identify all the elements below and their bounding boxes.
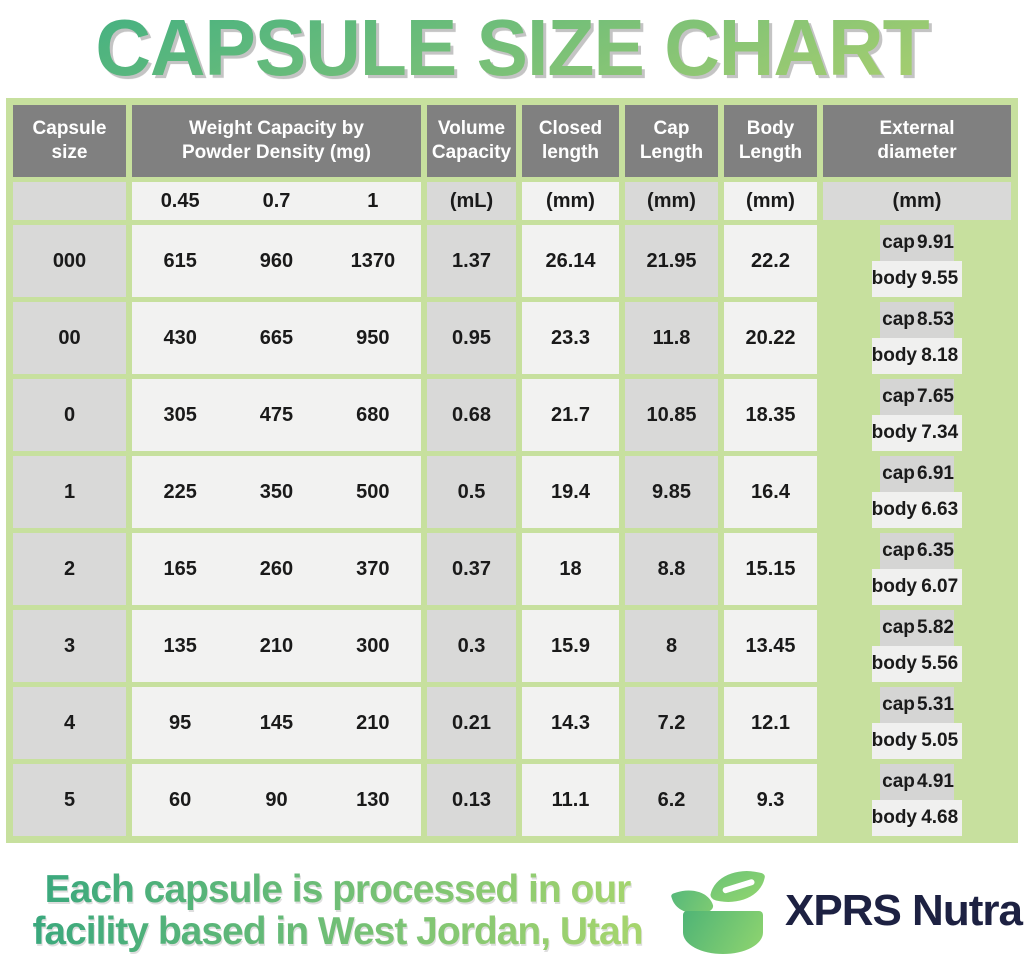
external-cap-value: 9.91 bbox=[917, 232, 954, 254]
table-row bbox=[13, 456, 1011, 528]
external-body-label: body bbox=[871, 807, 917, 829]
body-length-value: 12.1 bbox=[751, 711, 790, 734]
external-cap-subrow bbox=[880, 533, 954, 569]
weight-density-1-value: 680 bbox=[356, 403, 390, 426]
volume-value: 0.3 bbox=[457, 634, 486, 657]
body-length-value: 9.3 bbox=[756, 788, 785, 811]
external-diameter-cell bbox=[823, 302, 1011, 374]
capsule-size-cell bbox=[13, 610, 126, 682]
cap-length-value: 6.2 bbox=[657, 788, 686, 811]
weight-density-07-value: 145 bbox=[259, 711, 294, 734]
external-body-subrow bbox=[872, 492, 963, 528]
weight-density-1-value: 370 bbox=[356, 557, 390, 580]
tagline-line-1: Each capsule is processed in our bbox=[44, 867, 631, 911]
external-cap-label: cap bbox=[882, 771, 915, 793]
external-cap-subrow bbox=[880, 302, 954, 338]
facility-tagline bbox=[10, 869, 665, 953]
brand-block bbox=[673, 865, 1022, 957]
col-header-label: Capacity bbox=[431, 142, 512, 163]
mortar-bowl-icon bbox=[683, 911, 763, 954]
capsule-size-cell bbox=[13, 302, 126, 374]
closed-length-value: 11.1 bbox=[551, 788, 590, 811]
external-diameter-cell bbox=[823, 225, 1011, 297]
external-body-value: 8.18 bbox=[921, 345, 959, 367]
capsule-size-value: 3 bbox=[63, 634, 76, 657]
xprs-nutra-logo bbox=[673, 865, 775, 957]
table-row bbox=[13, 764, 1011, 836]
weight-density-1-value: 210 bbox=[356, 711, 390, 734]
volume-capacity-cell bbox=[427, 764, 516, 836]
capsule-size-value: 1 bbox=[63, 480, 76, 503]
volume-value: 0.13 bbox=[452, 788, 491, 811]
external-body-value: 4.68 bbox=[921, 807, 959, 829]
volume-capacity-cell bbox=[427, 533, 516, 605]
units-external-cell: (mm) bbox=[823, 182, 1011, 220]
external-cap-label: cap bbox=[882, 463, 915, 485]
col-header-label: External bbox=[879, 118, 955, 140]
volume-capacity-cell bbox=[427, 379, 516, 451]
table-row bbox=[13, 379, 1011, 451]
body-length-cell bbox=[724, 610, 817, 682]
col-header-label: Length bbox=[639, 142, 704, 163]
external-cap-value: 6.35 bbox=[917, 540, 954, 562]
units-closed-cell: (mm) bbox=[522, 182, 619, 220]
table-row bbox=[13, 533, 1011, 605]
brand-name: XPRS Nutra bbox=[785, 886, 1022, 935]
external-body-label: body bbox=[871, 499, 917, 521]
col-header-label: Volume bbox=[437, 118, 506, 140]
volume-capacity-cell bbox=[427, 610, 516, 682]
weight-capacity-cell bbox=[132, 302, 421, 374]
capsule-size-cell bbox=[13, 225, 126, 297]
density-value: 0.45 bbox=[160, 189, 200, 212]
weight-capacity-cell bbox=[132, 533, 421, 605]
col-header-label: Closed bbox=[538, 118, 603, 140]
cap-length-value: 7.2 bbox=[657, 711, 686, 734]
body-length-cell bbox=[724, 456, 817, 528]
closed-length-cell bbox=[522, 225, 619, 297]
external-diameter-cell bbox=[823, 379, 1011, 451]
external-body-label: body bbox=[871, 345, 917, 367]
table-row bbox=[13, 687, 1011, 759]
closed-length-value: 18 bbox=[559, 557, 582, 580]
volume-value: 1.37 bbox=[452, 249, 491, 272]
cap-length-cell bbox=[625, 456, 718, 528]
volume-capacity-cell bbox=[427, 225, 516, 297]
units-capsule-size-cell bbox=[13, 182, 126, 220]
cap-length-value: 8 bbox=[665, 634, 678, 657]
col-header-body-length bbox=[724, 105, 817, 177]
weight-density-1-value: 130 bbox=[356, 788, 390, 811]
col-header-label: diameter bbox=[877, 142, 957, 163]
external-body-value: 5.56 bbox=[921, 653, 959, 675]
closed-length-value: 15.9 bbox=[551, 634, 590, 657]
units-weight-densities-cell bbox=[132, 182, 421, 220]
capsule-size-cell bbox=[13, 456, 126, 528]
external-cap-value: 5.31 bbox=[917, 694, 954, 716]
volume-capacity-cell bbox=[427, 456, 516, 528]
weight-density-1-value: 950 bbox=[356, 326, 390, 349]
closed-length-value: 19.4 bbox=[551, 480, 590, 503]
weight-capacity-cell bbox=[132, 610, 421, 682]
external-diameter-cell bbox=[823, 610, 1011, 682]
external-diameter-cell bbox=[823, 533, 1011, 605]
external-cap-value: 8.53 bbox=[917, 309, 954, 331]
external-cap-label: cap bbox=[882, 386, 915, 408]
closed-length-cell bbox=[522, 456, 619, 528]
external-cap-value: 5.82 bbox=[917, 617, 954, 639]
volume-capacity-cell bbox=[427, 687, 516, 759]
external-body-label: body bbox=[871, 653, 917, 675]
external-diameter-cell bbox=[823, 764, 1011, 836]
weight-density-07-value: 350 bbox=[259, 480, 294, 503]
external-cap-subrow bbox=[880, 687, 954, 723]
closed-length-cell bbox=[522, 379, 619, 451]
cap-length-cell bbox=[625, 764, 718, 836]
external-body-subrow bbox=[872, 261, 963, 297]
body-length-value: 20.22 bbox=[745, 326, 796, 349]
cap-length-value: 9.85 bbox=[652, 480, 691, 503]
capsule-size-cell bbox=[13, 687, 126, 759]
body-length-cell bbox=[724, 379, 817, 451]
capsule-size-value: 0 bbox=[63, 403, 76, 426]
capsule-size-value: 2 bbox=[63, 557, 76, 580]
weight-density-045-value: 615 bbox=[163, 249, 197, 272]
cap-length-cell bbox=[625, 379, 718, 451]
external-body-label: body bbox=[871, 268, 917, 290]
external-body-value: 7.34 bbox=[921, 422, 959, 444]
external-body-subrow bbox=[872, 338, 963, 374]
external-cap-subrow bbox=[880, 379, 954, 415]
external-cap-value: 7.65 bbox=[917, 386, 954, 408]
capsule-size-cell bbox=[13, 533, 126, 605]
leaf-icon bbox=[709, 863, 765, 910]
units-volume-cell: (mL) bbox=[427, 182, 516, 220]
col-header-cap-length bbox=[625, 105, 718, 177]
units-body-cell: (mm) bbox=[724, 182, 817, 220]
closed-length-value: 14.3 bbox=[551, 711, 590, 734]
cap-length-cell bbox=[625, 687, 718, 759]
external-cap-subrow bbox=[880, 764, 954, 800]
closed-length-cell bbox=[522, 764, 619, 836]
external-cap-subrow bbox=[880, 610, 954, 646]
capsule-size-value: 00 bbox=[58, 326, 81, 349]
external-body-subrow bbox=[872, 723, 963, 759]
external-cap-subrow bbox=[880, 456, 954, 492]
col-header-volume-capacity bbox=[427, 105, 516, 177]
body-length-cell bbox=[724, 687, 817, 759]
tagline-line-2: facility based in West Jordan, Utah bbox=[32, 910, 643, 953]
body-length-cell bbox=[724, 533, 817, 605]
table-row bbox=[13, 610, 1011, 682]
external-body-subrow bbox=[872, 569, 963, 605]
weight-density-1-value: 500 bbox=[356, 480, 390, 503]
table-units-row bbox=[13, 182, 1011, 220]
external-body-label: body bbox=[871, 422, 917, 444]
weight-capacity-cell bbox=[132, 687, 421, 759]
weight-density-07-value: 960 bbox=[259, 249, 294, 272]
weight-density-045-value: 165 bbox=[163, 557, 197, 580]
external-cap-label: cap bbox=[882, 309, 915, 331]
external-cap-subrow bbox=[880, 225, 954, 261]
body-length-cell bbox=[724, 764, 817, 836]
weight-density-07-value: 210 bbox=[259, 634, 294, 657]
body-length-value: 22.2 bbox=[751, 249, 790, 272]
volume-value: 0.95 bbox=[452, 326, 491, 349]
col-header-weight-capacity bbox=[132, 105, 421, 177]
capsule-size-value: 4 bbox=[63, 711, 76, 734]
volume-value: 0.68 bbox=[452, 403, 491, 426]
col-header-label: Powder Density (mg) bbox=[182, 142, 371, 163]
external-body-subrow bbox=[872, 646, 963, 682]
density-value: 0.7 bbox=[262, 189, 291, 212]
table-row bbox=[13, 302, 1011, 374]
external-cap-label: cap bbox=[882, 694, 915, 716]
closed-length-cell bbox=[522, 610, 619, 682]
external-diameter-cell bbox=[823, 456, 1011, 528]
weight-density-045-value: 60 bbox=[169, 788, 192, 811]
closed-length-cell bbox=[522, 302, 619, 374]
cap-length-cell bbox=[625, 610, 718, 682]
volume-value: 0.5 bbox=[457, 480, 486, 503]
footer bbox=[0, 865, 1024, 957]
weight-density-07-value: 260 bbox=[259, 557, 294, 580]
closed-length-value: 26.14 bbox=[545, 249, 596, 272]
table-header-row bbox=[13, 105, 1011, 177]
external-body-label: body bbox=[871, 576, 917, 598]
weight-density-1-value: 1370 bbox=[350, 249, 396, 272]
capsule-size-cell bbox=[13, 764, 126, 836]
capsule-size-value: 5 bbox=[63, 788, 76, 811]
closed-length-cell bbox=[522, 533, 619, 605]
weight-density-045-value: 135 bbox=[163, 634, 197, 657]
cap-length-cell bbox=[625, 225, 718, 297]
closed-length-value: 21.7 bbox=[551, 403, 590, 426]
table-row bbox=[13, 225, 1011, 297]
capsule-size-cell bbox=[13, 379, 126, 451]
cap-length-value: 11.8 bbox=[652, 326, 691, 349]
external-body-value: 6.63 bbox=[921, 499, 959, 521]
weight-capacity-cell bbox=[132, 456, 421, 528]
external-cap-label: cap bbox=[882, 540, 915, 562]
col-header-label: Weight Capacity by bbox=[189, 118, 364, 140]
external-body-label: body bbox=[871, 730, 917, 752]
closed-length-cell bbox=[522, 687, 619, 759]
capsule-size-value: 000 bbox=[52, 249, 87, 272]
external-cap-value: 6.91 bbox=[917, 463, 954, 485]
cap-length-value: 21.95 bbox=[646, 249, 697, 272]
weight-capacity-cell bbox=[132, 764, 421, 836]
body-length-cell bbox=[724, 302, 817, 374]
cap-length-cell bbox=[625, 302, 718, 374]
body-length-value: 16.4 bbox=[751, 480, 790, 503]
cap-length-value: 8.8 bbox=[657, 557, 686, 580]
weight-capacity-cell bbox=[132, 379, 421, 451]
col-header-closed-length bbox=[522, 105, 619, 177]
body-length-value: 15.15 bbox=[745, 557, 796, 580]
weight-density-045-value: 305 bbox=[163, 403, 197, 426]
units-cap-cell: (mm) bbox=[625, 182, 718, 220]
volume-value: 0.21 bbox=[452, 711, 491, 734]
weight-density-045-value: 225 bbox=[163, 480, 197, 503]
body-length-value: 18.35 bbox=[745, 403, 796, 426]
weight-density-045-value: 95 bbox=[169, 711, 192, 734]
external-cap-label: cap bbox=[882, 232, 915, 254]
external-body-subrow bbox=[872, 800, 963, 836]
col-header-external-diameter bbox=[823, 105, 1011, 177]
col-header-capsule-size bbox=[13, 105, 126, 177]
weight-density-045-value: 430 bbox=[163, 326, 197, 349]
col-header-label: Length bbox=[738, 142, 803, 163]
external-cap-value: 4.91 bbox=[917, 771, 954, 793]
volume-value: 0.37 bbox=[452, 557, 491, 580]
external-body-value: 5.05 bbox=[921, 730, 959, 752]
external-cap-label: cap bbox=[882, 617, 915, 639]
external-body-value: 9.55 bbox=[921, 268, 959, 290]
capsule-size-table bbox=[6, 98, 1018, 843]
external-diameter-cell bbox=[823, 687, 1011, 759]
body-length-value: 13.45 bbox=[745, 634, 796, 657]
body-length-cell bbox=[724, 225, 817, 297]
external-body-value: 6.07 bbox=[921, 576, 959, 598]
external-body-subrow bbox=[872, 415, 963, 451]
col-header-label: Cap bbox=[653, 118, 690, 140]
col-header-label: Body bbox=[746, 118, 795, 140]
weight-density-07-value: 475 bbox=[259, 403, 294, 426]
closed-length-value: 23.3 bbox=[551, 326, 590, 349]
weight-density-07-value: 665 bbox=[259, 326, 294, 349]
col-header-label: length bbox=[542, 142, 599, 163]
weight-capacity-cell bbox=[132, 225, 421, 297]
density-value: 1 bbox=[367, 189, 379, 212]
weight-density-1-value: 300 bbox=[356, 634, 390, 657]
page-title: CAPSULE SIZE CHART bbox=[0, 0, 1024, 98]
weight-density-07-value: 90 bbox=[265, 788, 288, 811]
cap-length-value: 10.85 bbox=[646, 403, 697, 426]
cap-length-cell bbox=[625, 533, 718, 605]
volume-capacity-cell bbox=[427, 302, 516, 374]
col-header-label: Capsule size bbox=[32, 118, 107, 163]
